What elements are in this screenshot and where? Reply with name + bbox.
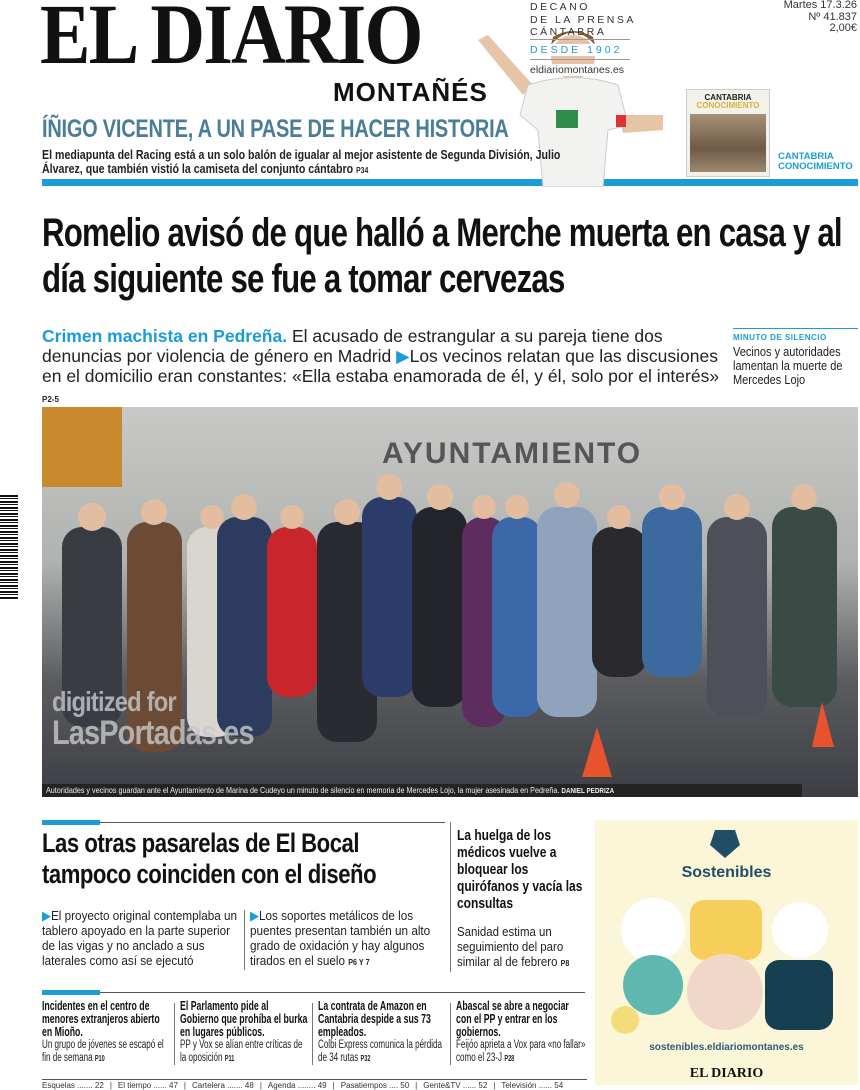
index-item: Televisión ...... 54 bbox=[501, 1081, 564, 1090]
ad-logo: EL DIARIO bbox=[689, 1066, 764, 1081]
divider bbox=[100, 992, 585, 993]
sostenibles-ad[interactable] bbox=[595, 820, 858, 1085]
bocal-headline[interactable]: Las otras pasarelas de El Bocal tampoco coinciden con el diseño bbox=[42, 828, 377, 889]
divider bbox=[244, 910, 245, 970]
index-item: Gente&TV ...... 52 bbox=[423, 1081, 488, 1090]
tagline-line: DE LA PRENSA bbox=[530, 13, 636, 26]
photo-caption bbox=[42, 784, 802, 797]
bocal-col-2: ▶Los soportes metálicos de los puentes presentan también un alto grado de oxidación y hay algunos tirados en el suelo P6 Y 7 bbox=[250, 908, 431, 968]
lead-text: El acusado de estrangular a su pareja tiene dos denuncias por violencia de género en Madrid bbox=[42, 326, 663, 366]
caption-text: Autoridades y vecinos guardan ante el Ayuntamiento de Marina de Cudeyo un minuto de silencio en memoria de Mercedes Lojo, la mujer asesinada en Pedreña. bbox=[46, 786, 560, 795]
side-text: Vecinos y autoridades lamentan la muerte de Mercedes Lojo bbox=[733, 345, 843, 387]
photo-sign: AYUNTAMIENTO bbox=[382, 437, 643, 470]
section-bar bbox=[42, 179, 858, 186]
masthead-subtitle: MONTAÑÉS bbox=[333, 77, 488, 107]
magazine-cover-title: CANTABRIA CONOCIMIENTO bbox=[696, 93, 760, 110]
side-note bbox=[733, 328, 858, 387]
huelga-summary: Sanidad estima un seguimiento del paro similar al de febrero P8 bbox=[457, 924, 570, 969]
divider bbox=[312, 1003, 313, 1065]
ad-url[interactable]: sostenibles.eldiariomontanes.es bbox=[649, 1042, 804, 1053]
index-item: Pasatiempos .... 50 bbox=[340, 1081, 410, 1090]
index-item: Esquelas ....... 22 bbox=[42, 1081, 104, 1090]
issue-info bbox=[784, 0, 857, 35]
photo-credit: DANIEL PEDRIZA bbox=[561, 788, 615, 795]
section-bar bbox=[42, 990, 100, 995]
magazine-caption: CANTABRIA CONOCIMIENTO bbox=[778, 151, 853, 172]
divider bbox=[450, 1003, 451, 1065]
page-ref: P2-5 bbox=[42, 395, 59, 404]
side-kicker: MINUTO DE SILENCIO bbox=[733, 333, 827, 342]
teaser-text: El mediapunta del Racing está a un solo balón de igualar al mejor asistente de Segunda División, Julio Álvarez, que también vistió la camiseta del conjunto cántabro bbox=[42, 148, 561, 176]
watermark: digitized for LasPortadas.es bbox=[52, 686, 254, 752]
ad-illustration bbox=[595, 820, 858, 1040]
since-year: DESDE 1902 bbox=[530, 44, 623, 56]
main-headline[interactable]: Romelio avisó de que halló a Merche muerta en casa y al día siguiente se fue a tomar cervezas bbox=[42, 211, 842, 301]
main-lead bbox=[42, 326, 722, 410]
index-item: Cartelera ....... 48 bbox=[192, 1081, 254, 1090]
divider bbox=[450, 822, 451, 972]
tagline-line: CÁNTABRA bbox=[530, 26, 607, 38]
index-item: Agenda ........ 49 bbox=[267, 1081, 327, 1090]
section-bar bbox=[42, 820, 100, 825]
triangle-icon: ▶ bbox=[42, 908, 51, 923]
brief-item[interactable]: El Parlamento pide al Gobierno que prohíba el burka en lugares públicos. PP y Vox se alían entre críticas de la oposición P11 bbox=[180, 999, 308, 1064]
page-ref: P34 bbox=[356, 166, 369, 175]
website-url: eldiariomontanes.es bbox=[530, 64, 624, 76]
teaser-headline[interactable]: ÍÑIGO VICENTE, A UN PASE DE HACER HISTORIA bbox=[42, 115, 509, 143]
divider bbox=[530, 39, 630, 40]
brief-item[interactable]: Incidentes en el centro de menores extranjeros abierto en Mioño. Un grupo de jóvenes se escapó el fin de semana P10 bbox=[42, 999, 164, 1064]
bocal-col-1: ▶El proyecto original contemplaba un tablero apoyado en la parte superior de las vigas y no anclado a sus laterales como así se ejecutó bbox=[42, 908, 238, 968]
triangle-icon: ▶ bbox=[396, 346, 410, 366]
divider bbox=[100, 822, 445, 823]
triangle-icon: ▶ bbox=[250, 908, 259, 923]
huelga-headline[interactable]: La huelga de los médicos vuelve a bloquear los quirófanos y vacía las consultas bbox=[457, 827, 583, 912]
issue-date: Martes 17.3.26 bbox=[783, 0, 857, 11]
divider bbox=[174, 1003, 175, 1065]
tagline-line: DECANO bbox=[530, 1, 590, 13]
barcode bbox=[0, 495, 18, 600]
issue-price: 2,00€ bbox=[829, 22, 857, 34]
lead-text: Los vecinos relatan que las discusiones en el domicilio eran constantes: «Ella estaba enamorada de él, y él, solo por el interés» bbox=[42, 346, 720, 386]
decano-tagline bbox=[530, 1, 636, 39]
magazine-cover-image bbox=[690, 114, 766, 172]
magazine-cover[interactable] bbox=[686, 89, 770, 177]
issue-number: Nº 41.837 bbox=[808, 10, 857, 23]
brief-item[interactable]: La contrata de Amazon en Cantabria despide a sus 73 empleados. Colbi Express comunica la pérdida de 34 rutas P32 bbox=[318, 999, 442, 1064]
divider bbox=[530, 59, 630, 60]
lead-kicker: Crimen machista en Pedreña. bbox=[42, 326, 288, 346]
brief-item[interactable]: Abascal se abre a negociar con el PP y entrar en los gobiernos. Feijóo aprieta a Vox para «no fallar» como el 23-J P28 bbox=[456, 999, 586, 1064]
teaser-summary bbox=[42, 148, 561, 178]
masthead-title: EL DIARIO bbox=[40, 0, 422, 82]
index-item: El tiempo ...... 47 bbox=[117, 1081, 178, 1090]
ad-title: Sostenibles bbox=[681, 864, 772, 881]
section-index: Esquelas ....... 22 | El tiempo ...... 47 | Cartelera ....... 48 | Agenda ........ 49 | Pasatiempos .... 50 | Gente&TV ...... 52 | Televisión ...... 54 bbox=[42, 1079, 587, 1090]
